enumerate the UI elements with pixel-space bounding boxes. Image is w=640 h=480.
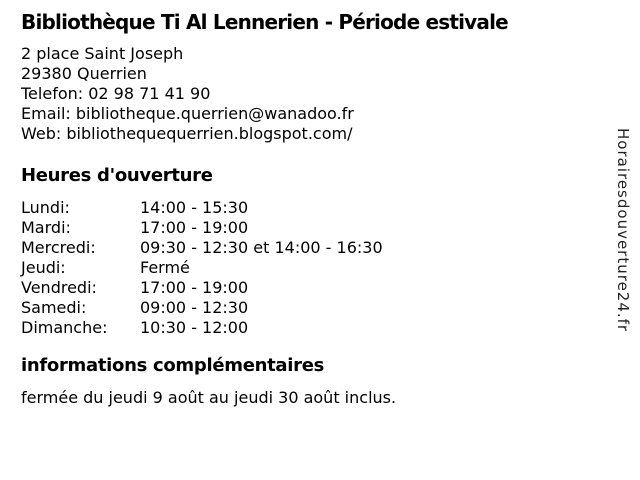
hours-value: 17:00 - 19:00 xyxy=(140,218,249,237)
phone-line: Telefon: 02 98 71 41 90 xyxy=(21,84,211,103)
day-label: Jeudi: xyxy=(21,258,66,277)
day-label: Dimanche: xyxy=(21,318,108,337)
day-label: Lundi: xyxy=(21,198,70,217)
hours-row-saturday xyxy=(21,298,601,318)
hours-row-monday xyxy=(21,198,601,218)
opening-hours-heading: Heures d'ouverture xyxy=(21,165,213,186)
day-label: Mercredi: xyxy=(21,238,96,257)
day-label: Samedi: xyxy=(21,298,87,317)
hours-value: 09:30 - 12:30 et 14:00 - 16:30 xyxy=(140,238,383,257)
branding-vertical-watermark: Horairesdouverture24.fr xyxy=(614,128,632,333)
address-city: 29380 Querrien xyxy=(21,64,147,83)
day-label: Vendredi: xyxy=(21,278,97,297)
additional-info-text: fermée du jeudi 9 août au jeudi 30 août inclus. xyxy=(21,388,397,407)
web-line: Web: bibliothequequerrien.blogspot.com/ xyxy=(21,124,353,143)
hours-value: 17:00 - 19:00 xyxy=(140,278,249,297)
hours-row-tuesday xyxy=(21,218,601,238)
hours-row-sunday xyxy=(21,318,601,338)
hours-value: 14:00 - 15:30 xyxy=(140,198,249,217)
contact-block xyxy=(21,44,601,144)
hours-value: Fermé xyxy=(140,258,190,277)
hours-row-thursday xyxy=(21,258,601,278)
hours-value: 09:00 - 12:30 xyxy=(140,298,249,317)
address-street: 2 place Saint Joseph xyxy=(21,44,184,63)
library-info-page xyxy=(21,10,601,408)
hours-row-friday xyxy=(21,278,601,298)
hours-row-wednesday xyxy=(21,238,601,258)
day-label: Mardi: xyxy=(21,218,71,237)
email-line: Email: bibliotheque.querrien@wanadoo.fr xyxy=(21,104,354,123)
hours-value: 10:30 - 12:00 xyxy=(140,318,249,337)
additional-info-heading: informations complémentaires xyxy=(21,355,325,376)
opening-hours-table xyxy=(21,198,601,338)
page-title: Bibliothèque Ti Al Lennerien - Période estivale xyxy=(21,10,508,34)
